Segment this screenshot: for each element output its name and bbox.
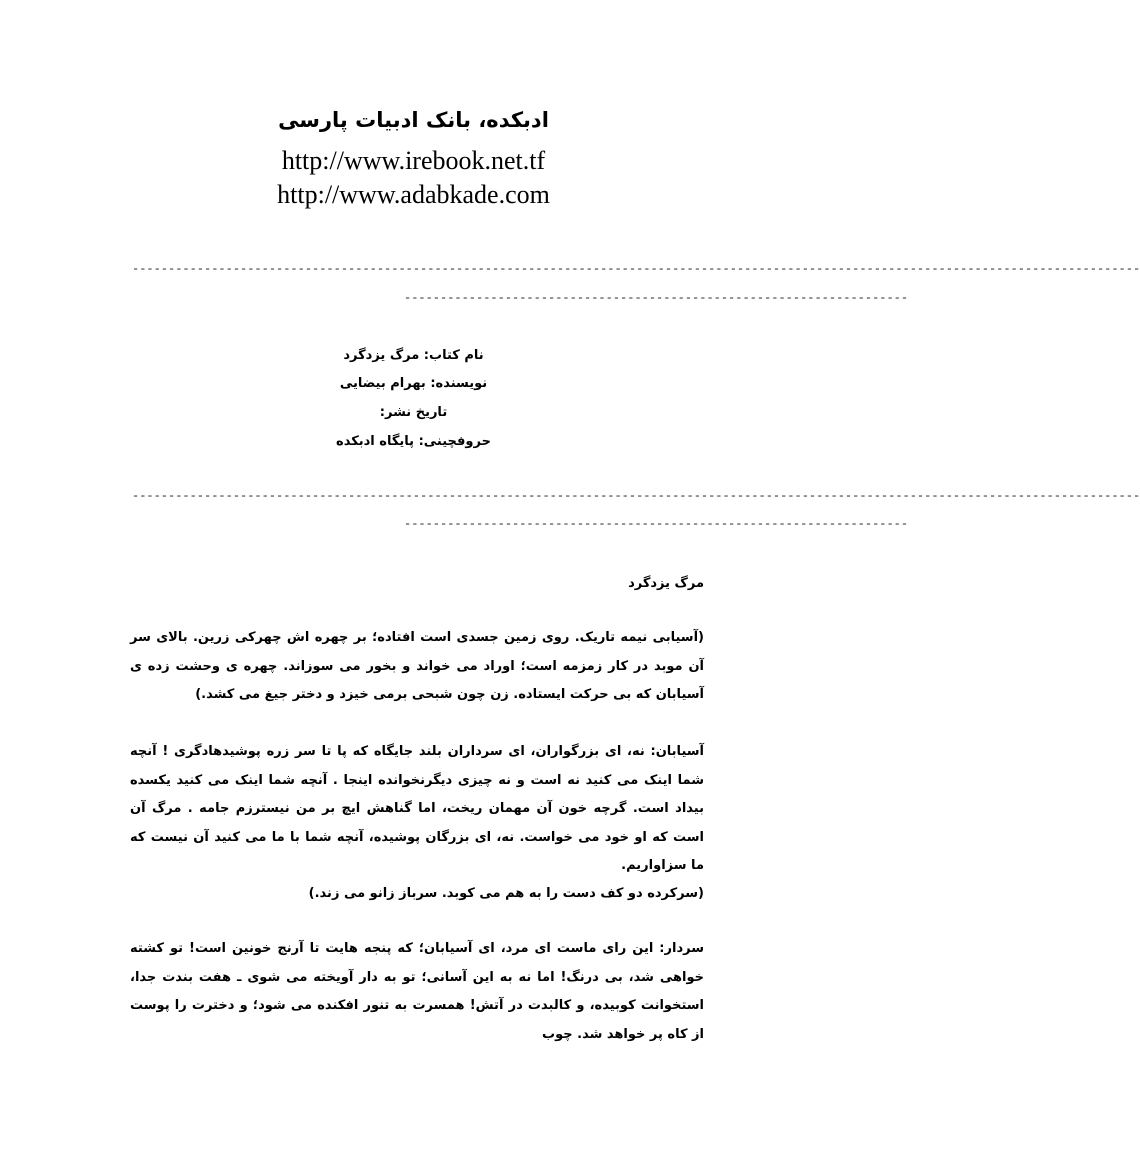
site-url-irebook[interactable]: http://www.irebook.net.tf <box>281 146 546 175</box>
site-url-adabkade[interactable]: http://www.adabkade.com <box>277 180 550 209</box>
separator-line-short: ---------------------------------------------------------------------- <box>404 517 909 531</box>
paragraph-stage-direction: (آسیابی نیمه تاریک. روی زمین جسدی است افتاده؛ بر چهره اش چهرکی زرین. بالای سر آن موبد در کار زمزمه است؛ اوراد می خواند و بخور می سوزاند. چهره ی وحشت زده ی آسیابان که بی حرکت ایستاده. زن چون شبحی برمی خیزد و دختر جیغ می کشد.) <box>130 630 704 702</box>
section-title: مرگ یزدگرد <box>628 576 704 591</box>
book-typesetting: حروفچینی: پایگاه ادبکده <box>336 434 491 449</box>
separator-line: -------------------------------------------------------------------------------------------------------------------------------------------- <box>132 489 1140 503</box>
book-name: نام کتاب: مرگ یزدگرد <box>343 348 484 363</box>
paragraph-commander-speech: سردار: این رای ماست ای مرد، ای آسیابان؛ که پنجه هایت تا آرنج خونین است! تو کشته خواهی شد، بی درنگ! اما نه به این آسانی؛ تو به دار آویخته می شوی ـ هفت بندت جدا، استخوانت کوبیده، و کالبدت در آتش! همسرت به تنور افکنده می شود؛ و دخترت را پوست از کاه پر خواهد شد. چوب <box>130 941 704 1042</box>
separator-line-short: ---------------------------------------------------------------------- <box>404 291 909 305</box>
paragraph-stage-direction-2: (سرکرده دو کف دست را به هم می کوبد. سرباز زانو می زند.) <box>308 886 704 901</box>
site-title: ادبکده، بانک ادبیات پارسی <box>278 108 549 132</box>
book-author: نویسنده: بهرام بیضایی <box>339 376 488 391</box>
separator-line: -------------------------------------------------------------------------------------------------------------------------------------------- <box>132 262 1140 276</box>
book-publish-date: تاریخ نشر: <box>379 405 448 420</box>
paragraph-miller-speech: آسیابان: نه، ای بزرگواران، ای سرداران بلند جایگاه که پا تا سر زره پوشیدهادگری ! آنچه شما اینک می کنید نه است و نه چیزی دیگرنخوانده اینجا . آنچه شما اینک می کنید یکسده بیداد است. گرچه خون آن مهمان ریخت، اما گناهش ایچ بر من نیسترزم جامه . مرگ آن است که او خود می خواست. نه، ای بزرگان پوشیده، آنچه شما با ما می کنید آن نیست که ما سزاواریم. <box>130 744 704 873</box>
